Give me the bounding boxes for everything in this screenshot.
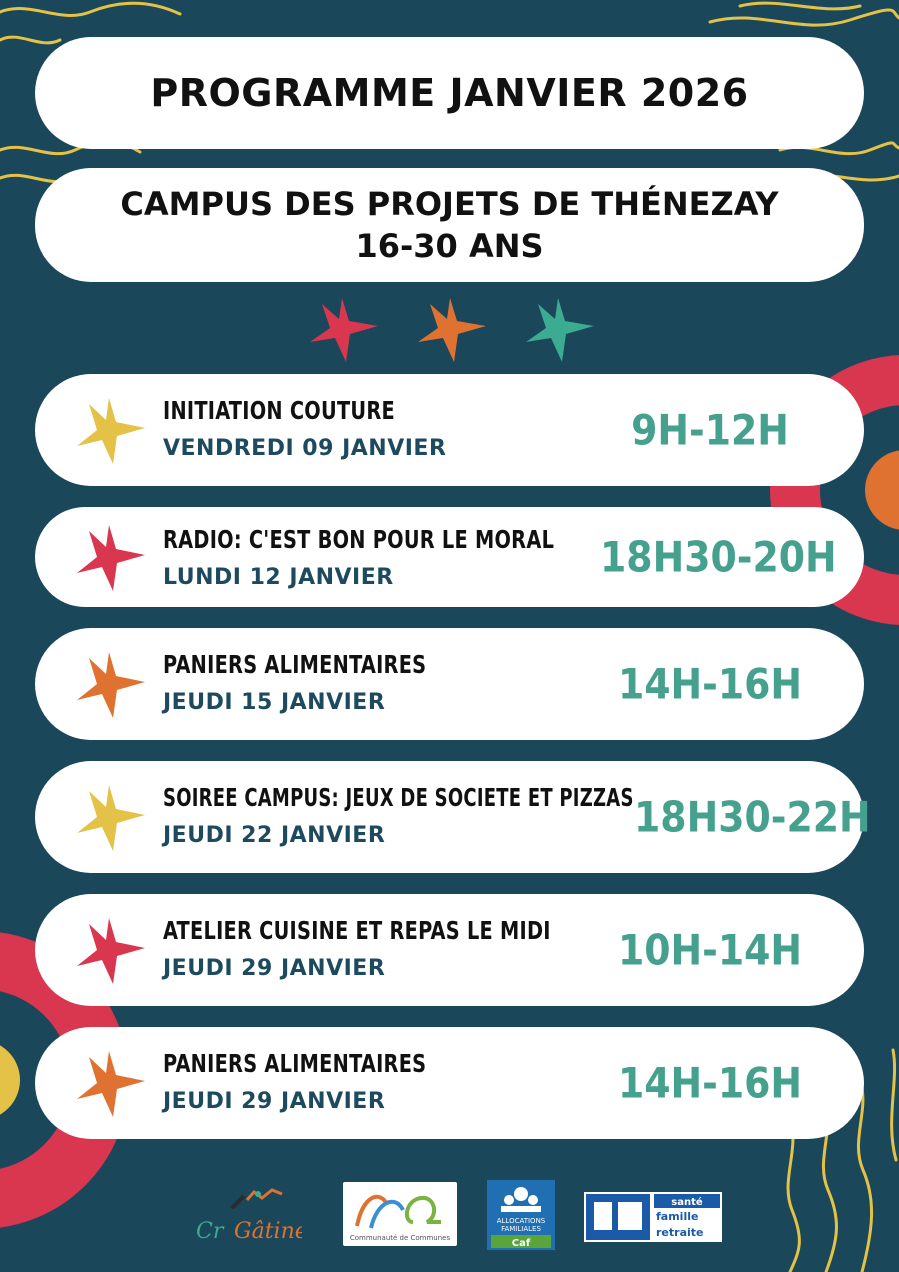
yellow-star-icon [73, 396, 145, 464]
event-title: PANIERS ALIMENTAIRES [163, 650, 427, 679]
svg-text:FAMILIALES: FAMILIALES [501, 1225, 541, 1233]
event-date: LUNDI 12 JANVIER [163, 565, 394, 590]
orange-star-icon [73, 1049, 145, 1117]
orange-star-icon [73, 650, 145, 718]
cc-logo-label: Communauté de Communes [349, 1234, 451, 1242]
title-banner [35, 37, 864, 149]
event-time: 10H-14H [617, 925, 803, 975]
communaute-communes-logo [343, 1182, 457, 1246]
event-date: JEUDI 15 JANVIER [163, 690, 386, 715]
gatine-logo [192, 1180, 302, 1250]
event-title: SOIREE CAMPUS: JEUX DE SOCIETE ET PIZZAS [163, 783, 634, 812]
event-card [35, 507, 864, 607]
wave-line [710, 10, 899, 25]
event-card [35, 1027, 864, 1139]
event-title: RADIO: C'EST BON POUR LE MORAL [163, 525, 555, 554]
yellow-dot-left [0, 1040, 20, 1120]
svg-text:famille: famille [656, 1210, 699, 1223]
wave-line [0, 37, 60, 43]
page-title: PROGRAMME JANVIER 2026 [150, 71, 749, 115]
pink-star-icon [310, 298, 378, 362]
teal-star-icon [526, 298, 594, 362]
event-time: 9H-12H [631, 405, 789, 455]
event-card [35, 761, 871, 873]
msa-logo [584, 1192, 722, 1242]
event-date: JEUDI 29 JANVIER [163, 956, 386, 981]
event-date: JEUDI 22 JANVIER [163, 823, 386, 848]
svg-text:Cr: Cr [196, 1219, 224, 1244]
event-card [35, 894, 864, 1006]
event-time: 18H30-22H [634, 792, 871, 842]
wave-line [0, 3, 180, 15]
event-title: INITIATION COUTURE [163, 396, 396, 425]
wave-line [740, 3, 860, 9]
event-time: 14H-16H [617, 659, 803, 709]
subtitle-age: 16-30 ANS [355, 227, 544, 265]
event-card [35, 628, 864, 740]
event-date: JEUDI 29 JANVIER [163, 1089, 386, 1114]
event-time: 18H30-20H [600, 532, 837, 582]
event-title: PANIERS ALIMENTAIRES [163, 1049, 427, 1078]
event-title: ATELIER CUISINE ET REPAS LE MIDI [163, 916, 551, 945]
wave-line [892, 1050, 896, 1160]
event-date: VENDREDI 09 JANVIER [163, 436, 447, 461]
pink-star-icon [73, 523, 145, 591]
caf-logo [487, 1180, 555, 1250]
yellow-star-icon [73, 783, 145, 851]
subtitle-banner [35, 168, 864, 282]
event-time: 14H-16H [617, 1058, 803, 1108]
svg-text:retraite: retraite [656, 1226, 704, 1239]
svg-text:Caf: Caf [511, 1238, 531, 1249]
svg-text:santé: santé [671, 1197, 703, 1208]
partner-logos [0, 1170, 899, 1260]
decorative-stars [300, 290, 600, 370]
subtitle-campus: CAMPUS DES PROJETS DE THÉNEZAY [120, 185, 779, 223]
event-card [35, 374, 864, 486]
svg-text:ALLOCATIONS: ALLOCATIONS [496, 1217, 546, 1225]
orange-dot-right [865, 450, 899, 530]
gatine-logo-text: Gâtine [234, 1219, 302, 1244]
pink-star-icon [73, 916, 145, 984]
orange-star-icon [418, 298, 486, 362]
